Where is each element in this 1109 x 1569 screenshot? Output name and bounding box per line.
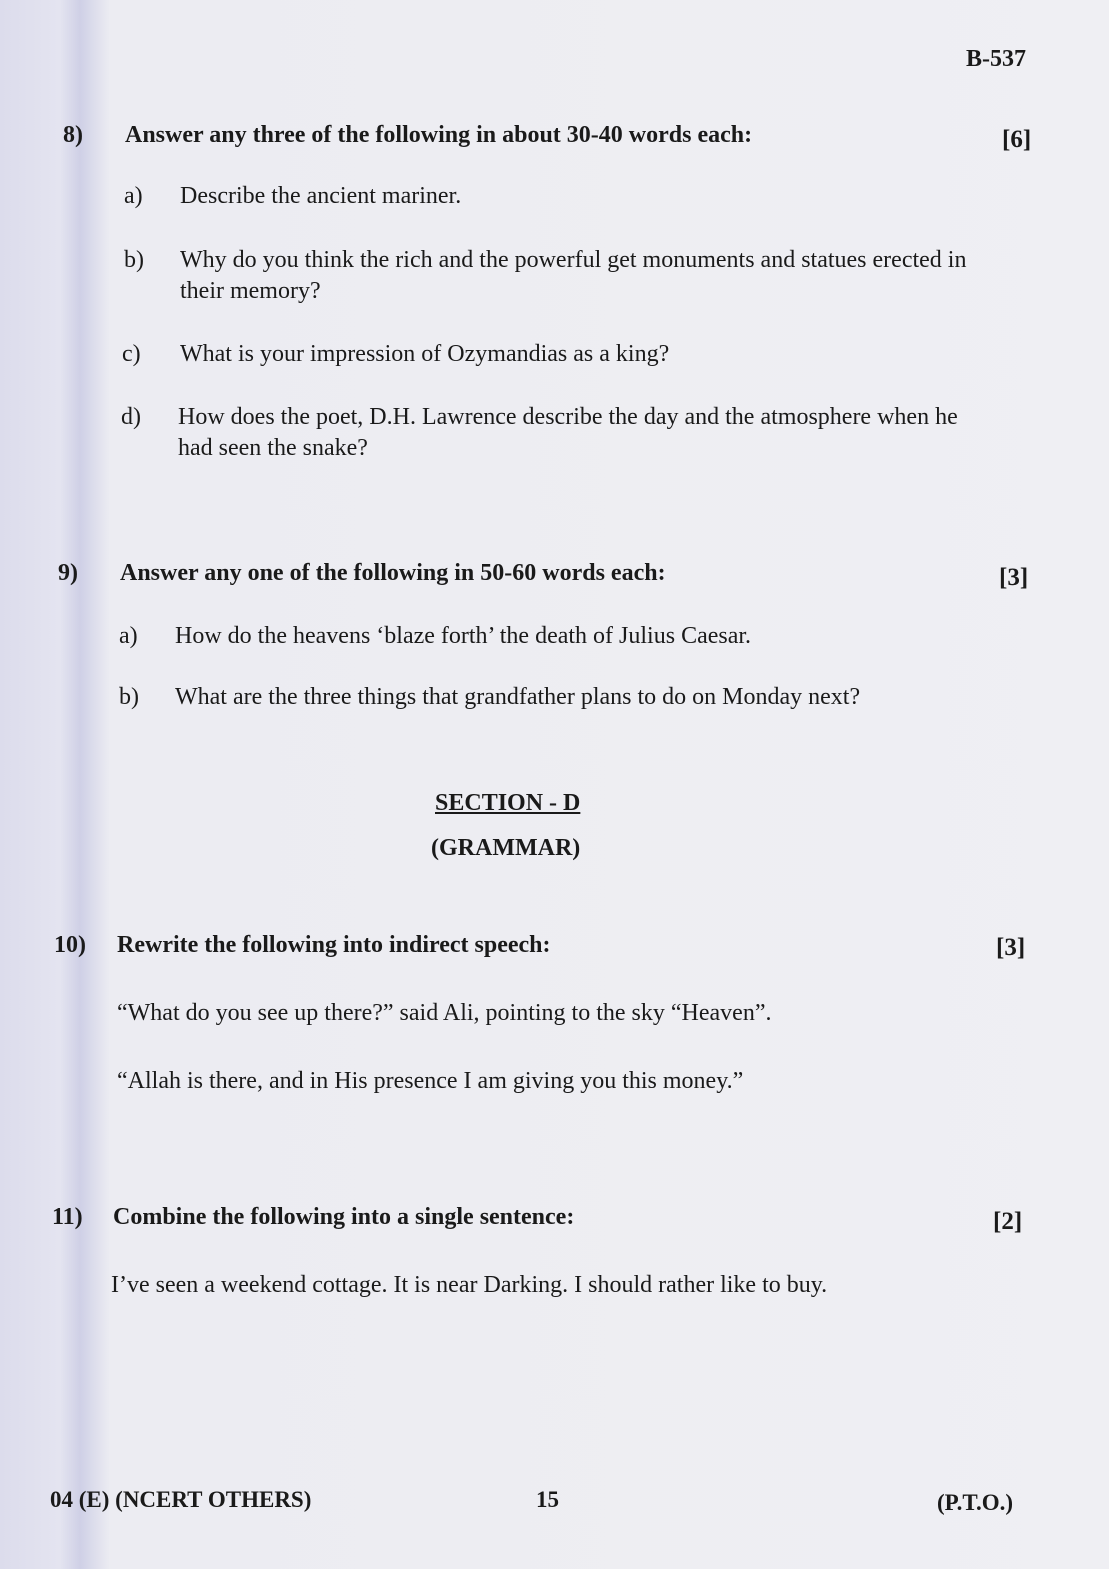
section-subtitle: (GRAMMAR)	[431, 835, 581, 861]
question-number: 11)	[52, 1204, 83, 1230]
question-number: 10)	[54, 932, 86, 958]
question-prompt: Rewrite the following into indirect speech:	[117, 932, 551, 958]
option-text: How do the heavens ‘blaze forth’ the death of Julius Caesar.	[175, 623, 752, 649]
option-text: What are the three things that grandfather plans to do on Monday next?	[175, 684, 861, 710]
sentence: I’ve seen a weekend cottage. It is near Darking. I should rather like to buy.	[111, 1272, 828, 1298]
option-label: d)	[121, 404, 141, 430]
sentence: “What do you see up there?” said Ali, pointing to the sky “Heaven”.	[117, 1000, 772, 1026]
option-label: a)	[119, 623, 138, 649]
option-label: a)	[124, 183, 143, 209]
section-title: SECTION - D	[435, 790, 581, 816]
paper-code: B-537	[966, 46, 1026, 72]
option-label: c)	[122, 341, 141, 367]
marks: [3]	[999, 564, 1029, 591]
marks: [2]	[993, 1208, 1023, 1235]
footer-subject-code: 04 (E) (NCERT OTHERS)	[50, 1487, 312, 1512]
option-text: What is your impression of Ozymandias as a king?	[180, 341, 670, 367]
marks: [6]	[1002, 126, 1032, 153]
page-number: 15	[536, 1487, 559, 1512]
option-label: b)	[119, 684, 139, 710]
question-prompt: Answer any one of the following in 50-60 words each:	[120, 560, 666, 586]
question-number: 9)	[58, 560, 78, 586]
question-prompt: Answer any three of the following in about 30-40 words each:	[125, 122, 753, 148]
option-text: Describe the ancient mariner.	[180, 183, 462, 209]
option-text: Why do you think the rich and the powerful get monuments and statues erected in their memory?	[180, 247, 967, 304]
marks: [3]	[996, 934, 1026, 961]
sentence: “Allah is there, and in His presence I am giving you this money.”	[117, 1068, 744, 1094]
question-number: 8)	[63, 122, 83, 148]
question-prompt: Combine the following into a single sentence:	[113, 1204, 575, 1230]
pto-note: (P.T.O.)	[937, 1490, 1014, 1515]
option-label: b)	[124, 247, 144, 273]
option-text: How does the poet, D.H. Lawrence describe the day and the atmosphere when he had seen the snake?	[178, 404, 958, 461]
